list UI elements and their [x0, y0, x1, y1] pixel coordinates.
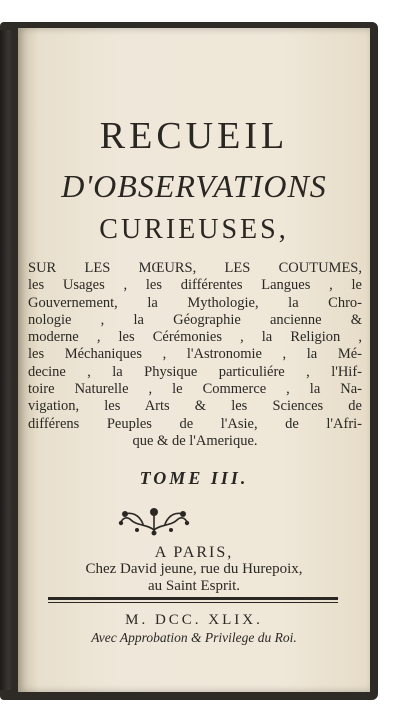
double-rule-thick	[48, 597, 338, 600]
imprint-publisher: Chez David jeune, rue du Hurepoix,	[85, 561, 303, 577]
title-line-3: CURIEUSES,	[99, 214, 289, 245]
floral-ornament-icon	[113, 500, 195, 540]
subtitle-line: les Usages , les différentes Langues , le	[28, 277, 362, 294]
subtitle-line: decine , la Physique particuliére , l'Hif-	[28, 363, 362, 380]
title-line-2: D'OBSERVATIONS	[61, 168, 327, 204]
book-spine	[0, 30, 14, 690]
subtitle-line: SUR LES MŒURS, LES COUTUMES,	[28, 260, 362, 276]
subtitle-line: toire Naturelle , le Commerce , la Na-	[28, 381, 362, 398]
imprint-address: au Saint Esprit.	[147, 578, 241, 594]
subtitle-line: les Méchaniques , l'Astronomie , la Mé-	[28, 346, 362, 363]
title-line-1: RECUEIL	[99, 115, 289, 157]
imprint-date: M. DCC. XLIX.	[125, 612, 263, 628]
title-page	[18, 28, 370, 692]
double-rule-thin	[48, 602, 338, 603]
subtitle-line: vigation, les Arts & les Sciences de	[28, 398, 362, 415]
subtitle-block	[28, 260, 362, 450]
subtitle-line: nologie , la Géographie ancienne &	[28, 311, 362, 328]
imprint-place: A PARIS,	[154, 544, 234, 561]
subtitle-line: Gouvernement, la Mythologie, la Chro-	[28, 294, 362, 311]
subtitle-line: différens Peuples de l'Asie, de l'Afri-	[28, 415, 362, 432]
subtitle-line: que & de l'Amerique.	[132, 432, 258, 449]
imprint-privilege: Avec Approbation & Privilege du Roi.	[91, 630, 297, 645]
subtitle-line: moderne , les Cérémonies , la Religion ,	[28, 329, 362, 346]
volume-number: TOME III.	[139, 468, 249, 488]
